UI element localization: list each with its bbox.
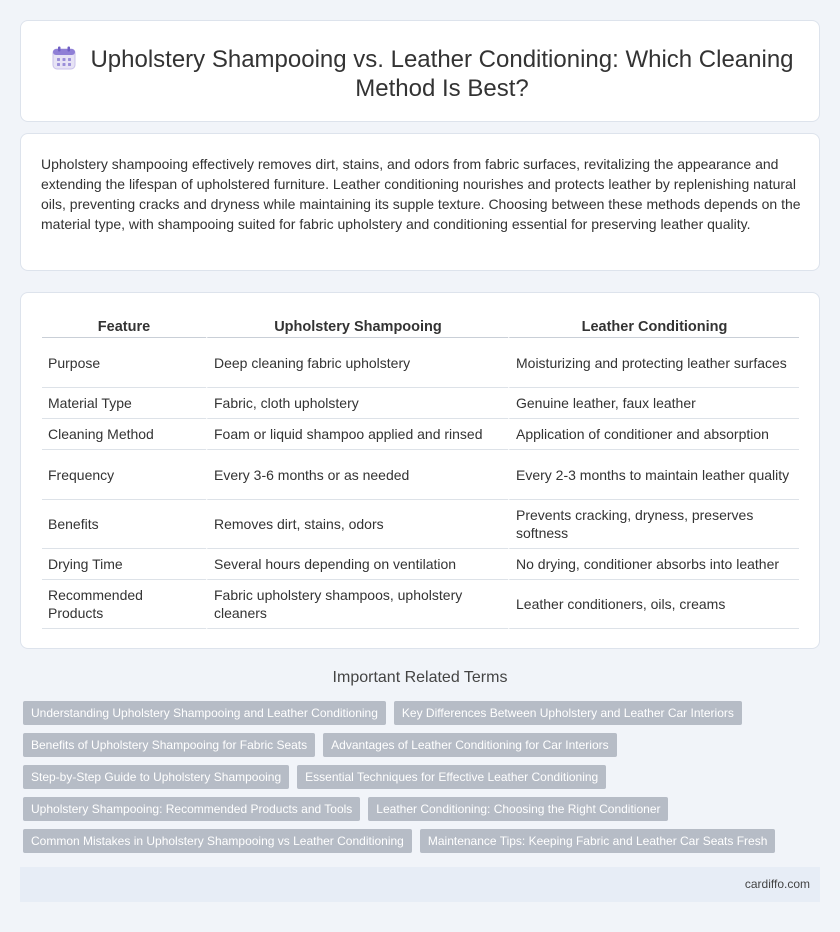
table-cell: Leather conditioners, oils, creams bbox=[508, 580, 799, 629]
table-cell: Recommended Products bbox=[42, 580, 206, 629]
table-row bbox=[42, 338, 799, 388]
table-header-cell: Upholstery Shampooing bbox=[206, 315, 508, 338]
table-row bbox=[42, 388, 799, 419]
related-term-link[interactable]: Advantages of Leather Conditioning for Car Interiors bbox=[323, 733, 617, 757]
table-cell: Fabric, cloth upholstery bbox=[206, 388, 508, 419]
related-term-link[interactable]: Essential Techniques for Effective Leather Conditioning bbox=[297, 765, 606, 789]
table-cell: Prevents cracking, dryness, preserves softness bbox=[508, 500, 799, 549]
table-cell: Every 2-3 months to maintain leather quality bbox=[508, 450, 799, 500]
table-cell: Cleaning Method bbox=[42, 419, 206, 450]
table-cell: Drying Time bbox=[42, 549, 206, 580]
table-cell: Removes dirt, stains, odors bbox=[206, 500, 508, 549]
intro-paragraph: Upholstery shampooing effectively removes dirt, stains, and odors from fabric surfaces, revitalizing the appearance and extending the lifespan of upholstered furniture. Leather conditioning nourishes and protects leather by replenishing natural oils, preventing cracks and dryness while maintaining its supple texture. Choosing between these methods depends on the material type, with shampooing suited for fabric upholstery and conditioning essential for preserving leather quality. bbox=[41, 156, 801, 232]
table-cell: Several hours depending on ventilation bbox=[206, 549, 508, 580]
table-cell: Frequency bbox=[42, 450, 206, 500]
table-row bbox=[42, 419, 799, 450]
related-term-link[interactable]: Benefits of Upholstery Shampooing for Fabric Seats bbox=[23, 733, 315, 757]
related-terms-heading: Important Related Terms bbox=[332, 669, 508, 686]
table-cell: Purpose bbox=[42, 338, 206, 388]
table-cell: Deep cleaning fabric upholstery bbox=[206, 338, 508, 388]
table-header-cell: Leather Conditioning bbox=[508, 315, 799, 338]
related-term-link[interactable]: Key Differences Between Upholstery and Leather Car Interiors bbox=[394, 701, 742, 725]
footer bbox=[20, 867, 820, 902]
table-cell: Fabric upholstery shampoos, upholstery cleaners bbox=[206, 580, 508, 629]
related-term-link[interactable]: Step-by-Step Guide to Upholstery Shampooing bbox=[23, 765, 289, 789]
table-header-row bbox=[42, 315, 799, 338]
related-term-link[interactable]: Maintenance Tips: Keeping Fabric and Leather Car Seats Fresh bbox=[420, 829, 776, 853]
related-term-link[interactable]: Understanding Upholstery Shampooing and Leather Conditioning bbox=[23, 701, 386, 725]
table-cell: Material Type bbox=[42, 388, 206, 419]
table-row bbox=[42, 500, 799, 549]
table-row bbox=[42, 450, 799, 500]
table-cell: Moisturizing and protecting leather surfaces bbox=[508, 338, 799, 388]
related-term-link[interactable]: Upholstery Shampooing: Recommended Products and Tools bbox=[23, 797, 360, 821]
table-cell: Foam or liquid shampoo applied and rinsed bbox=[206, 419, 508, 450]
table-cell: Application of conditioner and absorption bbox=[508, 419, 799, 450]
table-header-cell: Feature bbox=[42, 315, 206, 338]
table-cell: Every 3-6 months or as needed bbox=[206, 450, 508, 500]
page-title: Upholstery Shampooing vs. Leather Conditioning: Which Cleaning Method Is Best? bbox=[90, 46, 794, 102]
table-cell: Genuine leather, faux leather bbox=[508, 388, 799, 419]
comparison-table bbox=[42, 315, 799, 629]
table-row bbox=[42, 549, 799, 580]
title-card bbox=[20, 20, 820, 122]
table-row bbox=[42, 580, 799, 629]
table-cell: Benefits bbox=[42, 500, 206, 549]
intro-card bbox=[20, 133, 820, 271]
related-term-link[interactable]: Common Mistakes in Upholstery Shampooing vs Leather Conditioning bbox=[23, 829, 412, 853]
calendar-icon bbox=[51, 45, 77, 71]
footer-site-name: cardiffo.com bbox=[744, 877, 810, 891]
related-term-link[interactable]: Leather Conditioning: Choosing the Right Conditioner bbox=[368, 797, 668, 821]
table-cell: No drying, conditioner absorbs into leather bbox=[508, 549, 799, 580]
comparison-table-card bbox=[20, 292, 820, 649]
related-terms-list bbox=[23, 701, 823, 861]
